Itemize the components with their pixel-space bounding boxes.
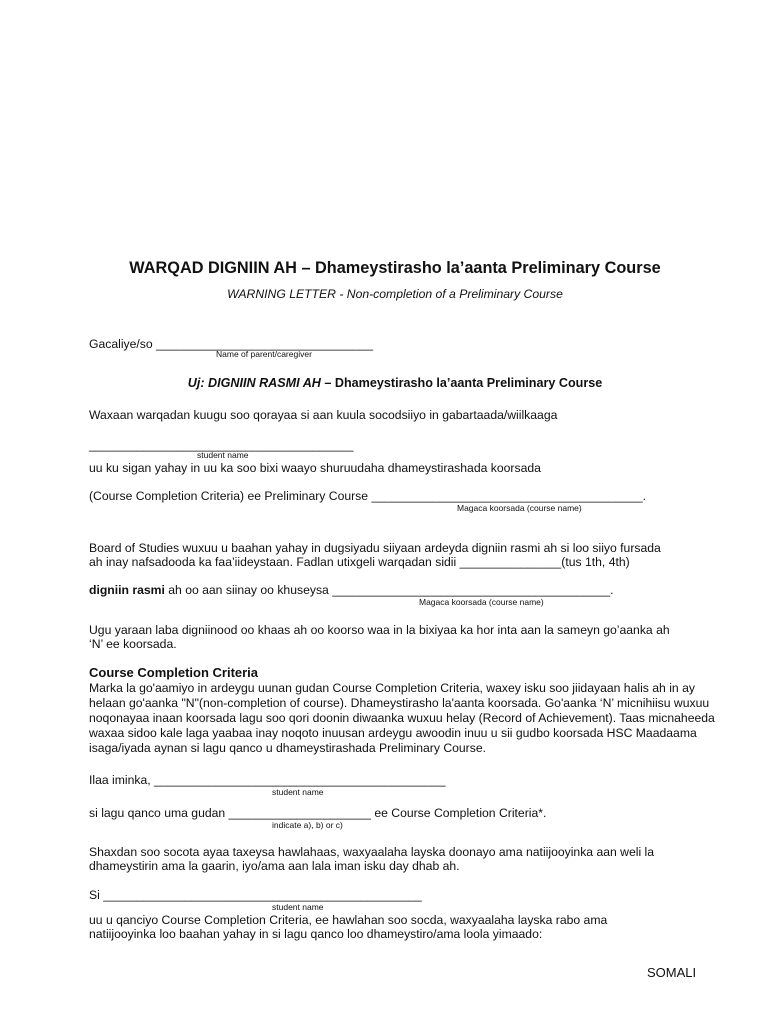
board-line-2: ah inay nafsadooda ka faa’iideystaan. Fadlan utixgeli warqadan sidii _______________(tus 1th, 4th) — [89, 555, 630, 569]
course-name-caption-1: Magaca koorsada (course name) — [457, 503, 582, 513]
course-name-blank-2: _________________________________________. — [332, 583, 614, 597]
closing-line-2: natiijooyinka loo baahan yahay in si lagu qanco loo dhameystiro/ama loola yimaado: — [89, 927, 543, 941]
tasks-line-2: dhameystirin ama la gaarin, iyo/ama aan lala iman isku day dhab ah. — [89, 859, 460, 873]
criteria-heading: Course Completion Criteria — [89, 665, 259, 680]
subject-prefix: Uj: DIGNIIN RASMI AH — [187, 376, 321, 390]
salutation-label: Gacaliye/so — [89, 337, 153, 351]
formal-warning-line — [89, 583, 614, 598]
not-satisfied-rest: ee Course Completion Criteria*. — [370, 806, 547, 820]
student-name-caption-1: student name — [197, 450, 249, 460]
not-satisfied-text: si lagu qanco uma gudan — [89, 806, 226, 820]
course-line-text: (Course Completion Criteria) ee Preliminary Course — [89, 489, 369, 503]
not-met-line: uu ku sigan yahay in uu ka soo bixi waayo shuruudaha dhameystirashada koorsada — [89, 461, 541, 475]
so-that-label: Si — [89, 888, 100, 902]
course-name-caption-2: Magaca koorsada (course name) — [419, 597, 544, 607]
student-name-blank-2: ___________________________________________ — [154, 773, 446, 787]
so-that-line — [89, 888, 422, 903]
not-satisfied-line — [89, 806, 546, 821]
to-date-line — [89, 773, 446, 788]
letter-title: WARQAD DIGNIIN AH – Dhameystirasho la’aanta Preliminary Course — [129, 259, 661, 277]
formal-warning-text: ah oo aan siinay oo khuseysa — [164, 583, 329, 597]
criteria-letter-caption: indicate a), b) or c) — [272, 820, 343, 830]
intro-line: Waxaan warqadan kuugu soo qorayaa si aan kuula socodsiiyo in gabartaada/wiilkaaga — [89, 408, 558, 422]
attend-line-2: ‘N’ ee koorsada. — [89, 637, 177, 651]
parent-name-caption: Name of parent/caregiver — [216, 349, 312, 359]
course-line — [89, 489, 646, 504]
closing-line-1: uu u qanciyo Course Completion Criteria, ee hawlahan soo socda, waxyaalaha layska rabo ama — [89, 913, 608, 927]
student-name-blank-1: _______________________________________ — [89, 438, 354, 452]
course-name-blank-1: ________________________________________. — [371, 489, 646, 503]
board-line-1: Board of Studies wuxuu u baahan yahay in dugsiyadu siiyaan ardeyda digniin rasmi ah si loo siiyo fursada — [89, 541, 661, 555]
attend-line-1: Ugu yaraan laba digniinood oo khaas ah oo koorso waa in la bixiyaa ka hor inta aan la sameyn go’aanka ah — [89, 623, 670, 637]
tasks-line-1: Shaxdan soo socota ayaa taxeysa hawlahaas, waxyaalaha layska doonayo ama natiijooyinka aan weli la — [89, 845, 655, 859]
subject-rest: – Dhameystirasho la’aanta Preliminary Course — [320, 376, 603, 390]
criteria-body: Marka la go'aamiyo in ardeygu uunan gudan Course Completion Criteria, waxey isku soo jiidayaan halis ah in ay helaan go'aanka "N"(non-completion of course). Dhameystirasho la'aanta koorsada. Go'aanka ‘N’ micnihiisu wuxuu noqonayaa inaan koorsada lagu soo qori doonin diwaanka wuxuu helay (Record of Achievement). Taas micnaheeda waxaa sidoo kale laga yaabaa inay noqoto inuusan ardeygu awoodin inuu u sii gudbo koorsada HSC Maadaama isaga/iyada aynan si lagu qanco u dhameystirashada Preliminary Course. — [89, 681, 715, 755]
subject-line — [0, 376, 770, 390]
student-name-blank-3: _______________________________________________ — [103, 888, 422, 902]
language-footer: SOMALI — [647, 965, 697, 980]
parent-name-blank: ________________________________ — [156, 337, 373, 351]
criteria-letter-blank: _____________________ — [228, 806, 371, 820]
letter-subtitle: WARNING LETTER - Non-completion of a Preliminary Course — [227, 287, 563, 301]
student-name-caption-3: student name — [272, 902, 324, 912]
to-date-label: Ilaa iminka, — [89, 773, 151, 787]
student-name-caption-2: student name — [272, 787, 324, 797]
formal-warning-bold: digniin rasmi — [89, 583, 165, 597]
